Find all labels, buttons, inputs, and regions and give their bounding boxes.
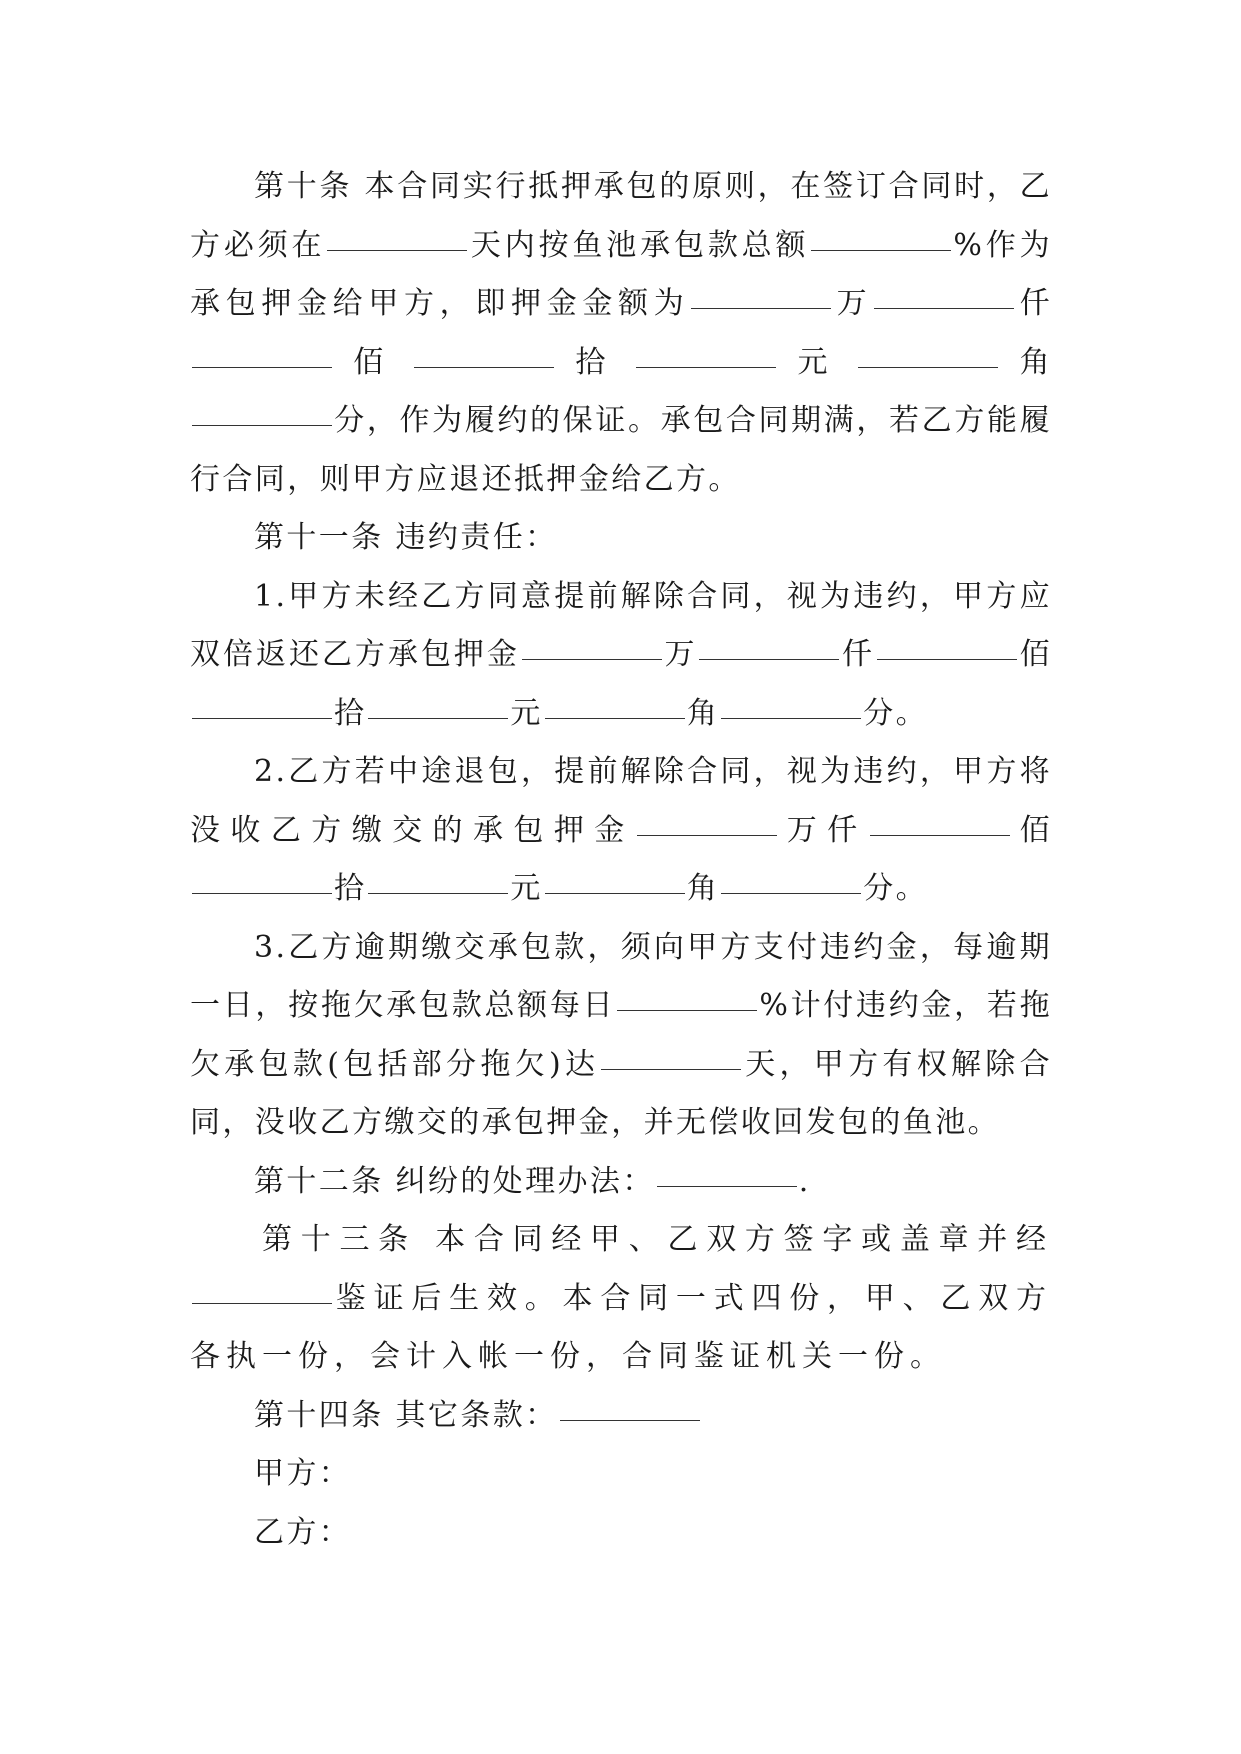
fill-blank[interactable] (874, 307, 1014, 309)
article-10-text: 天内按鱼池承包款总额 (469, 227, 810, 263)
unit-label: 角 (686, 695, 720, 731)
article-12-end: . (798, 1163, 811, 1199)
fill-blank[interactable] (545, 717, 685, 719)
fill-blank[interactable] (560, 1419, 700, 1421)
item-text: 2.乙方若中途退包，提前解除合同，视为违约，甲方将没收乙方缴交的承包押金 (190, 754, 1052, 848)
fill-blank[interactable] (601, 1068, 741, 1070)
fill-blank[interactable] (192, 1302, 332, 1304)
fill-blank[interactable] (691, 307, 831, 309)
contract-page (190, 158, 1052, 1562)
article-10-tail: 分，作为履约的保证。承包合同期满，若乙方能履行合同，则甲方应退还抵押金给乙方。 (190, 403, 1052, 497)
fill-blank[interactable] (192, 366, 332, 368)
fill-blank[interactable] (368, 717, 508, 719)
article-10 (190, 158, 1052, 509)
article-10-lead: 第十条 本合同实行抵押承包的原则，在签订合同时，乙方必须在 (190, 169, 1052, 263)
fill-blank[interactable] (657, 1185, 797, 1187)
party-a-signature: 甲方： (254, 1456, 352, 1491)
item-text: 3.乙方逾期缴交承包款，须向甲方支付违约金，每逾期一日，按拖欠承包款总额每日 (190, 929, 1052, 1023)
party-b-signature: 乙方： (254, 1514, 352, 1550)
unit-label: 角 (686, 871, 720, 906)
unit-label: 万 (833, 286, 873, 321)
unit-label: 拾 (575, 344, 616, 380)
fill-blank[interactable] (192, 424, 332, 426)
unit-label: 佰 (353, 344, 393, 380)
fill-blank[interactable] (192, 717, 332, 719)
fill-blank[interactable] (522, 658, 662, 660)
unit-label: 佰 (1019, 637, 1053, 672)
article-11-item-3 (190, 919, 1052, 1153)
article-10-text: %作为承包押金给甲方，即押金金额为 (190, 227, 1052, 321)
article-11-title: 第十一条 违约责任： (254, 520, 558, 555)
fill-blank[interactable] (414, 366, 554, 368)
article-11-item-1 (190, 568, 1052, 744)
unit-label: 拾 (334, 871, 367, 906)
fill-blank[interactable] (811, 249, 951, 251)
item-text: %计付违约金，若拖欠承包款(包括部分拖欠)达 (190, 988, 1052, 1082)
fill-blank[interactable] (721, 892, 861, 894)
unit-label: 仟 (1016, 286, 1052, 321)
fill-blank[interactable] (637, 834, 777, 836)
unit-label: 分。 (863, 695, 929, 731)
unit-label: 元 (797, 344, 838, 380)
fill-blank[interactable] (877, 658, 1017, 660)
unit-label: 佰 (1011, 812, 1052, 848)
item-text: 1.甲方未经乙方同意提前解除合同，视为违约，甲方应双倍返还乙方承包押金 (190, 578, 1052, 672)
article-12 (190, 1153, 1052, 1212)
unit-label: 仟 (841, 637, 876, 672)
article-13 (190, 1211, 1052, 1387)
fill-blank[interactable] (368, 892, 508, 894)
fill-blank[interactable] (545, 892, 685, 894)
fill-blank[interactable] (721, 717, 861, 719)
unit-label: 角 (1019, 344, 1052, 380)
fill-blank[interactable] (870, 834, 1010, 836)
unit-label: 元 (510, 871, 543, 906)
fill-blank[interactable] (192, 892, 332, 894)
article-14-text: 第十四条 其它条款： (254, 1397, 558, 1433)
article-13-lead: 第十三条 本合同经甲、乙双方签字或盖章并经 (262, 1222, 1052, 1257)
fill-blank[interactable] (617, 1009, 757, 1011)
item-text: 天，甲方有权解除合同，没收乙方缴交的承包押金，并无偿收回发包的鱼池。 (190, 1046, 1052, 1140)
unit-label: 分。 (863, 871, 929, 906)
unit-label: 万仟 (778, 812, 868, 848)
article-14 (190, 1387, 1052, 1446)
fill-blank[interactable] (327, 249, 467, 251)
fill-blank[interactable] (636, 366, 776, 368)
article-12-text: 第十二条 纠纷的处理办法： (254, 1163, 655, 1199)
unit-label: 元 (510, 695, 543, 731)
article-13-tail: 鉴证后生效。本合同一式四份，甲、乙双方各执一份，会计入帐一份，合同鉴证机关一份。 (190, 1280, 1052, 1374)
fill-blank[interactable] (858, 366, 998, 368)
unit-label: 拾 (334, 695, 367, 731)
fill-blank[interactable] (699, 658, 839, 660)
unit-label: 万 (663, 637, 698, 672)
article-11-item-2 (190, 743, 1052, 919)
